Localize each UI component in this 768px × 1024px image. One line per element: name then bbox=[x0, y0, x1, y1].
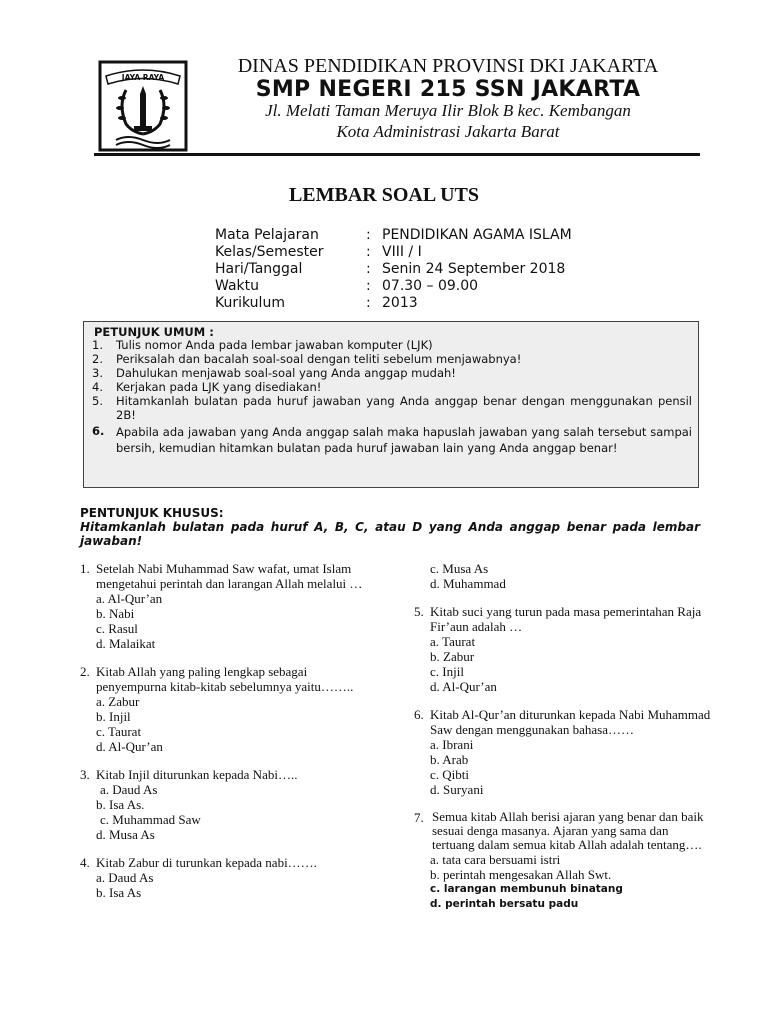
info-row-time bbox=[215, 278, 572, 295]
answer-option: c. Taurat bbox=[96, 724, 142, 739]
question-4-continued bbox=[414, 561, 714, 591]
answer-option: b. Injil bbox=[96, 709, 131, 724]
question-text: Kitab Injil diturunkan kepada Nabi….. bbox=[96, 767, 298, 782]
info-label: Kurikulum bbox=[215, 295, 285, 311]
info-colon: : bbox=[366, 244, 371, 260]
instruction-item bbox=[92, 366, 692, 380]
info-value: VIII / I bbox=[382, 244, 422, 260]
info-value: PENDIDIKAN AGAMA ISLAM bbox=[382, 227, 572, 243]
answer-option: c. Rasul bbox=[96, 621, 138, 636]
answer-option: d. Al-Qur’an bbox=[96, 739, 163, 754]
question-6 bbox=[414, 707, 714, 797]
question-7 bbox=[414, 810, 714, 912]
info-label: Kelas/Semester bbox=[215, 244, 324, 260]
info-value: 07.30 – 09.00 bbox=[382, 278, 479, 294]
answer-option: c. Qibti bbox=[430, 767, 469, 782]
question-number: 7. bbox=[414, 810, 424, 825]
info-label: Mata Pelajaran bbox=[215, 227, 319, 243]
instruction-number: 1. bbox=[92, 338, 103, 352]
question-1 bbox=[80, 561, 380, 651]
instruction-number: 5. bbox=[92, 394, 103, 408]
question-text: Kitab Allah yang paling lengkap sebagai penyempurna kitab-kitab sebelumnya yaitu…….. bbox=[96, 664, 354, 694]
header-divider bbox=[94, 153, 700, 156]
answer-option: c. Injil bbox=[430, 664, 464, 679]
special-instructions-title: PENTUNJUK KHUSUS: bbox=[80, 506, 224, 520]
general-instructions-title: PETUNJUK UMUM : bbox=[94, 325, 214, 339]
general-instructions-box bbox=[83, 321, 699, 488]
instruction-item bbox=[92, 380, 692, 394]
instruction-text: Periksalah dan bacalah soal-soal dengan teliti sebelum menjawabnya! bbox=[116, 352, 522, 366]
questions-right-column bbox=[414, 561, 714, 925]
answer-option: b. Isa As bbox=[96, 885, 142, 900]
question-number: 1. bbox=[80, 561, 90, 576]
question-number: 3. bbox=[80, 767, 90, 782]
question-number: 5. bbox=[414, 604, 424, 619]
instruction-item bbox=[92, 424, 692, 456]
info-colon: : bbox=[366, 227, 371, 243]
instruction-number: 3. bbox=[92, 366, 103, 380]
answer-option: a. Zabur bbox=[96, 694, 140, 709]
info-label: Waktu bbox=[215, 278, 259, 294]
question-text: Kitab suci yang turun pada masa pemerintahan Raja Fir’aun adalah … bbox=[430, 604, 702, 634]
answer-option: b. Arab bbox=[430, 752, 469, 767]
info-row-class bbox=[215, 244, 572, 261]
question-3 bbox=[80, 767, 380, 842]
question-2 bbox=[80, 664, 380, 754]
question-4 bbox=[80, 855, 380, 900]
answer-option: b. Zabur bbox=[430, 649, 475, 664]
school-name: SMP NEGERI 215 SSN JAKARTA bbox=[255, 77, 641, 102]
instruction-text: Tulis nomor Anda pada lembar jawaban komputer (LJK) bbox=[116, 338, 433, 352]
info-value: 2013 bbox=[382, 295, 418, 311]
agency-name: DINAS PENDIDIKAN PROVINSI DKI JAKARTA bbox=[237, 55, 659, 77]
instruction-item bbox=[92, 352, 692, 366]
info-row-curriculum bbox=[215, 295, 572, 312]
question-text: Semua kitab Allah berisi ajaran yang benar dan baik sesuai denga masanya. Ajaran yang sama dan tertuang dalam semua kitab Allah adalah tentang…. bbox=[432, 809, 704, 852]
instruction-item bbox=[92, 394, 692, 422]
answer-option: d. Suryani bbox=[430, 782, 484, 797]
info-value: Senin 24 September 2018 bbox=[382, 261, 566, 277]
instruction-number: 4. bbox=[92, 380, 103, 394]
info-colon: : bbox=[366, 295, 371, 311]
general-instructions-list bbox=[92, 338, 692, 456]
info-colon: : bbox=[366, 278, 371, 294]
school-address-line1: Jl. Melati Taman Meruya Ilir Blok B kec. Kembangan bbox=[265, 101, 631, 120]
answer-option: d. Muhammad bbox=[430, 576, 506, 591]
answer-option: a. Ibrani bbox=[430, 737, 474, 752]
info-colon: : bbox=[366, 261, 371, 277]
question-text: Kitab Zabur di turunkan kepada nabi……. bbox=[96, 855, 317, 870]
instruction-text: Hitamkanlah bulatan pada huruf jawaban yang Anda anggap benar dengan menggunakan pensil 2B! bbox=[116, 394, 692, 422]
answer-option: a. tata cara bersuami istri bbox=[430, 852, 561, 867]
answer-option: c. Musa As bbox=[430, 561, 489, 576]
instruction-text: Dahulukan menjawab soal-soal yang Anda anggap mudah! bbox=[116, 366, 456, 380]
exam-info-table bbox=[215, 227, 572, 312]
question-number: 2. bbox=[80, 664, 90, 679]
logo-text: JAYA RAYA bbox=[121, 73, 165, 82]
instruction-number: 2. bbox=[92, 352, 103, 366]
answer-option: a. Al-Qur’an bbox=[96, 591, 163, 606]
question-text: Setelah Nabi Muhammad Saw wafat, umat Islam mengetahui perintah dan larangan Allah melalui … bbox=[96, 561, 363, 591]
answer-option: c. Muhammad Saw bbox=[100, 812, 201, 827]
questions-left-column bbox=[80, 561, 380, 913]
answer-option: b. Isa As. bbox=[96, 797, 145, 812]
answer-option: a. Taurat bbox=[430, 634, 476, 649]
question-number: 6. bbox=[414, 707, 424, 722]
school-address-line2: Kota Administrasi Jakarta Barat bbox=[336, 122, 560, 141]
info-row-subject bbox=[215, 227, 572, 244]
answer-option: a. Daud As bbox=[96, 870, 154, 885]
answer-option: d. Malaikat bbox=[96, 636, 156, 651]
answer-option: d. Musa As bbox=[96, 827, 155, 842]
answer-option: b. perintah mengesakan Allah Swt. bbox=[430, 867, 612, 882]
info-row-date bbox=[215, 261, 572, 278]
info-label: Hari/Tanggal bbox=[215, 261, 303, 277]
answer-option: c. larangan membunuh binatang bbox=[430, 883, 623, 895]
question-number: 4. bbox=[80, 855, 90, 870]
question-5 bbox=[414, 604, 714, 694]
special-instructions-text: Hitamkanlah bulatan pada huruf A, B, C, atau D yang Anda anggap benar pada lembar jawaban! bbox=[80, 520, 700, 548]
question-text: Kitab Al-Qur’an diturunkan kepada Nabi Muhammad Saw dengan menggunakan bahasa…… bbox=[430, 707, 711, 737]
instruction-text: Apabila ada jawaban yang Anda anggap salah maka hapuslah jawaban yang salah tersebut sampai bersih, kemudian hitamkan bulatan pada huruf jawaban lain yang Anda anggap benar! bbox=[116, 425, 692, 455]
instruction-number: 6. bbox=[92, 424, 105, 438]
jaya-raya-emblem bbox=[98, 60, 188, 152]
answer-option: d. Al-Qur’an bbox=[430, 679, 497, 694]
answer-option: d. perintah bersatu padu bbox=[430, 898, 579, 910]
answer-option: a. Daud As bbox=[100, 782, 158, 797]
document-title: LEMBAR SOAL UTS bbox=[288, 184, 480, 206]
instruction-text: Kerjakan pada LJK yang disediakan! bbox=[116, 380, 322, 394]
instruction-item bbox=[92, 338, 692, 352]
answer-option: b. Nabi bbox=[96, 606, 135, 621]
